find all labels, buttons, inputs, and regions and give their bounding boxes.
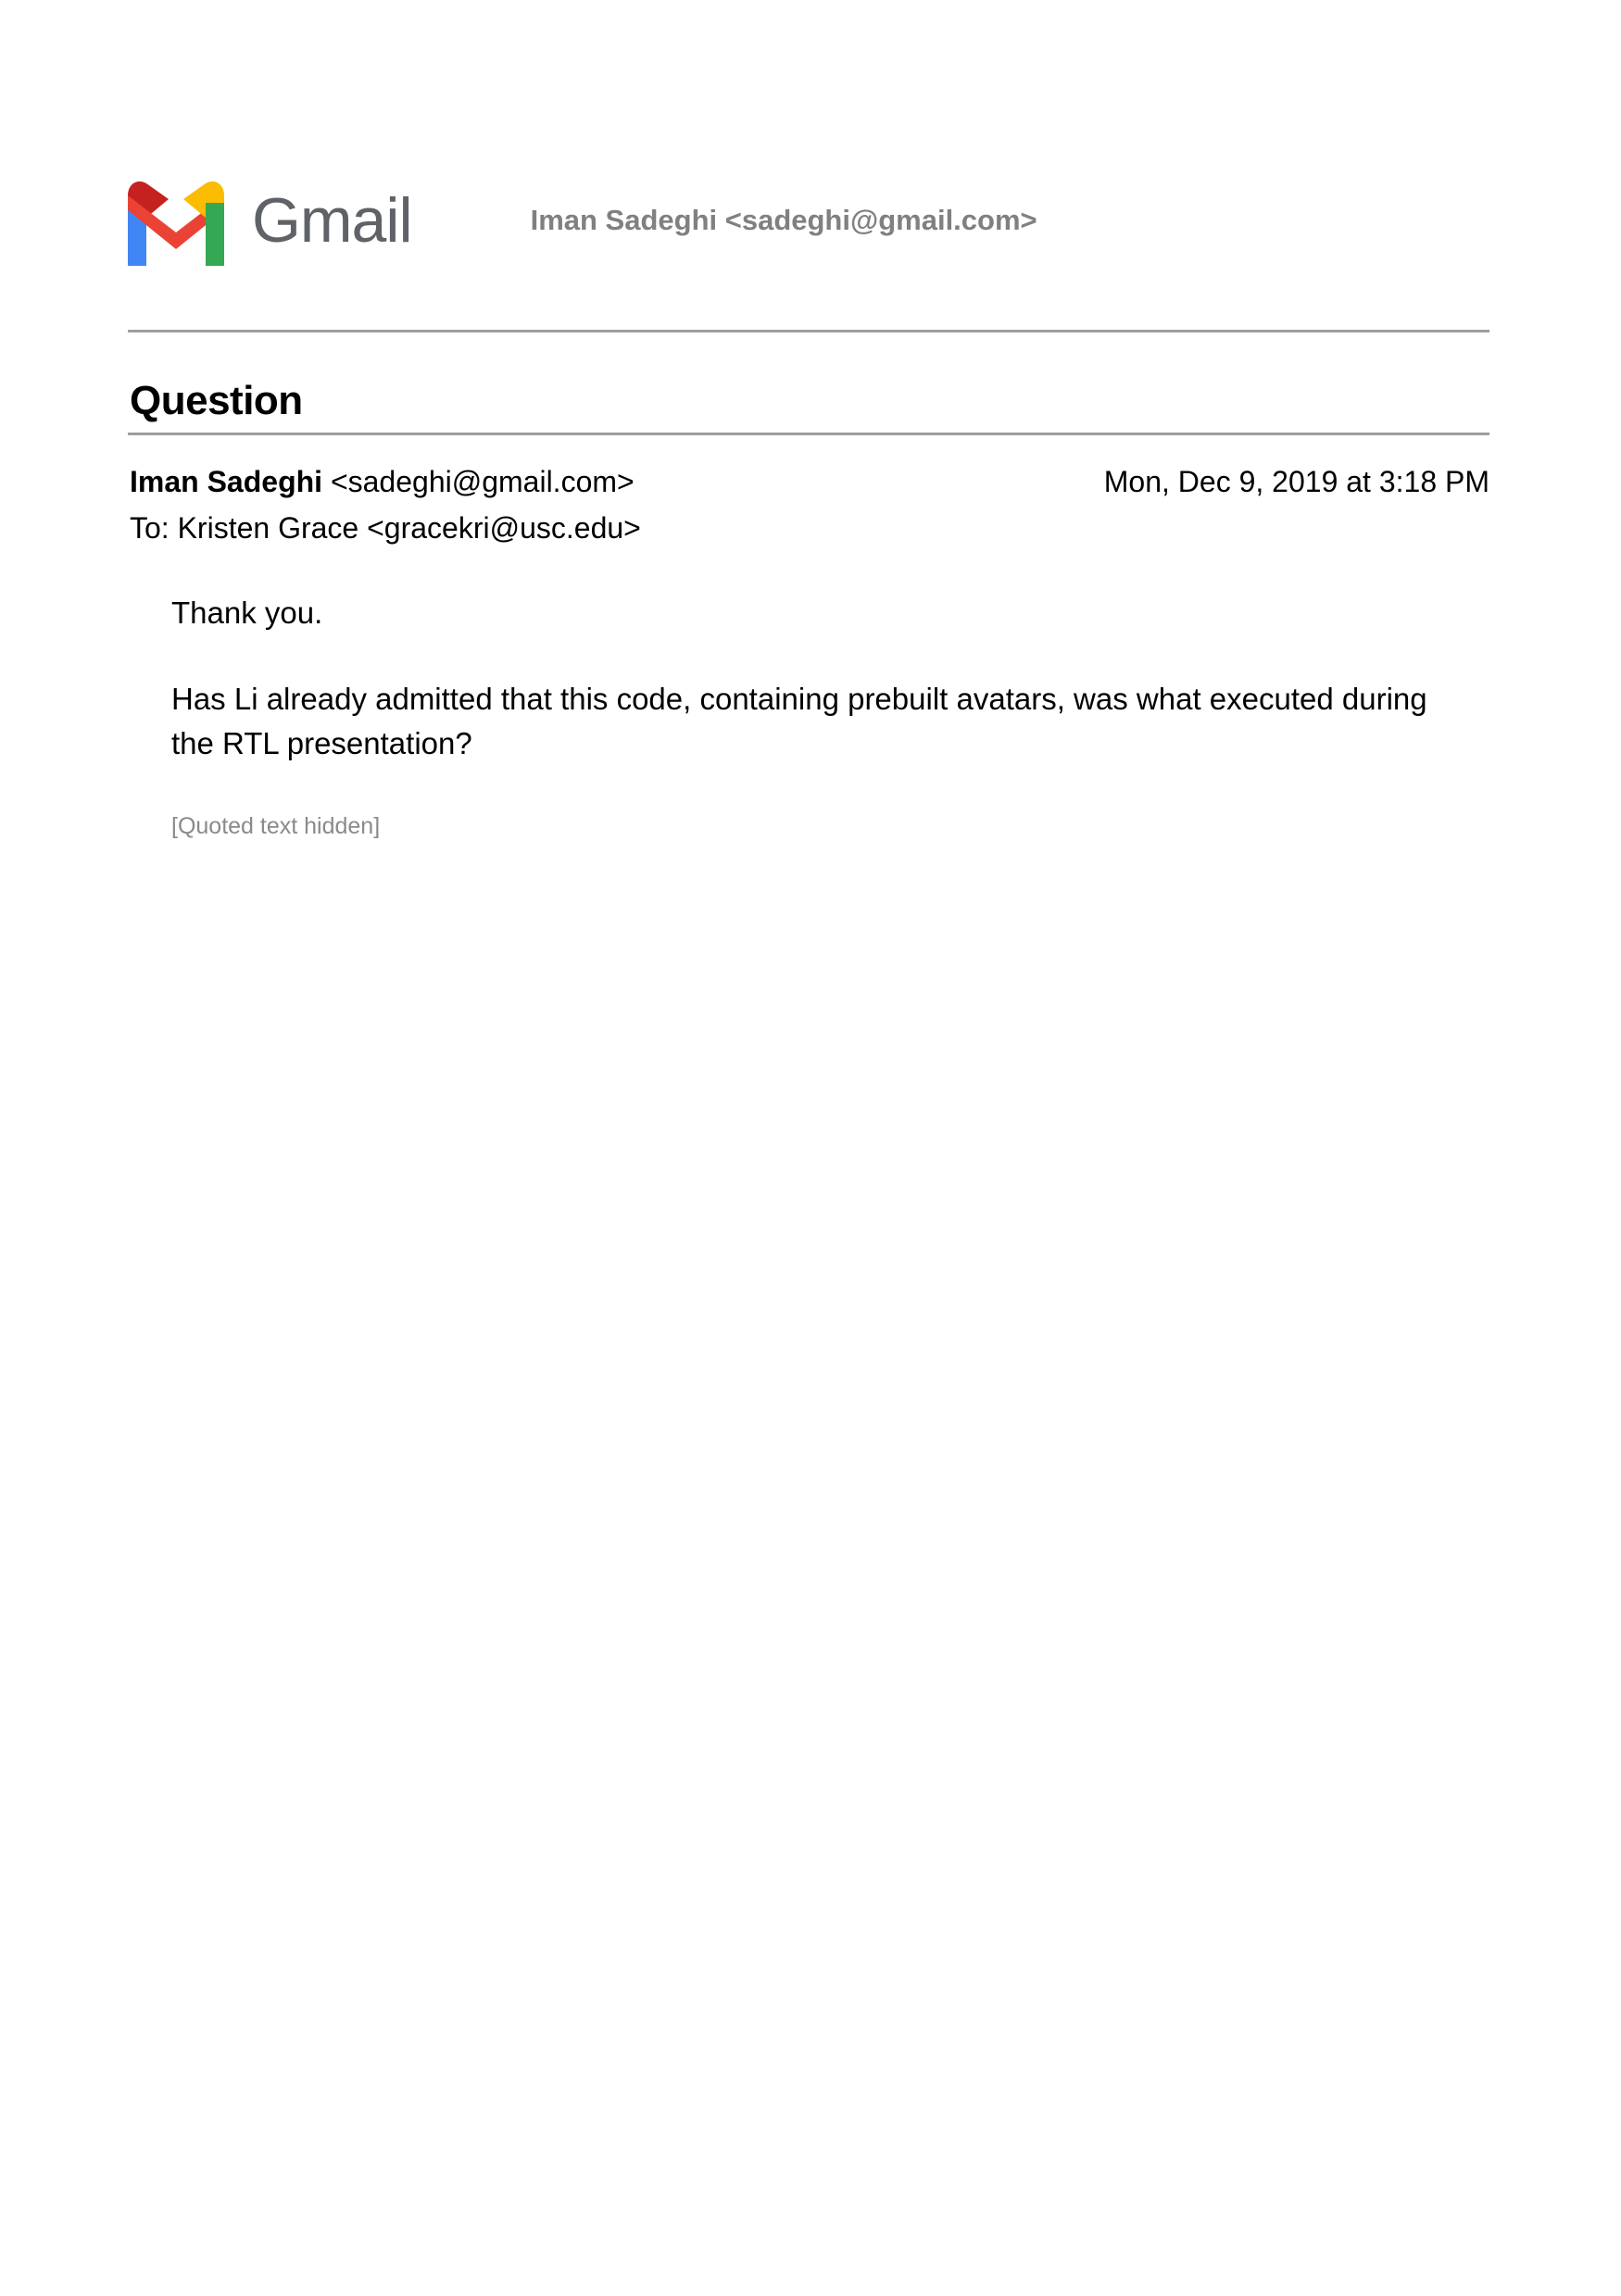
email-body — [171, 591, 1468, 843]
page-header — [128, 165, 1489, 276]
divider-below-subject — [128, 433, 1489, 435]
sender-email: <sadeghi@gmail.com> — [330, 465, 635, 498]
gmail-m-icon — [128, 175, 224, 266]
gmail-wordmark: Gmail — [252, 185, 412, 256]
sender-name: Iman Sadeghi — [130, 465, 323, 498]
email-meta — [130, 458, 1489, 551]
header-account-email: Iman Sadeghi <sadeghi@gmail.com> — [530, 204, 1037, 236]
email-subject: Question — [130, 378, 303, 424]
quoted-text-hidden-notice[interactable]: [Quoted text hidden] — [171, 813, 381, 839]
meta-row-from — [130, 458, 1489, 505]
gmail-brand — [128, 175, 412, 266]
body-paragraph-2: Has Li already admitted that this code, containing prebuilt avatars, was what executed during the RTL presentation? — [171, 682, 1427, 760]
divider-above-subject — [128, 330, 1489, 332]
email-date: Mon, Dec 9, 2019 at 3:18 PM — [1103, 465, 1489, 498]
body-paragraph-1: Thank you. — [171, 596, 323, 630]
meta-row-to: To: Kristen Grace <gracekri@usc.edu> — [130, 511, 641, 545]
